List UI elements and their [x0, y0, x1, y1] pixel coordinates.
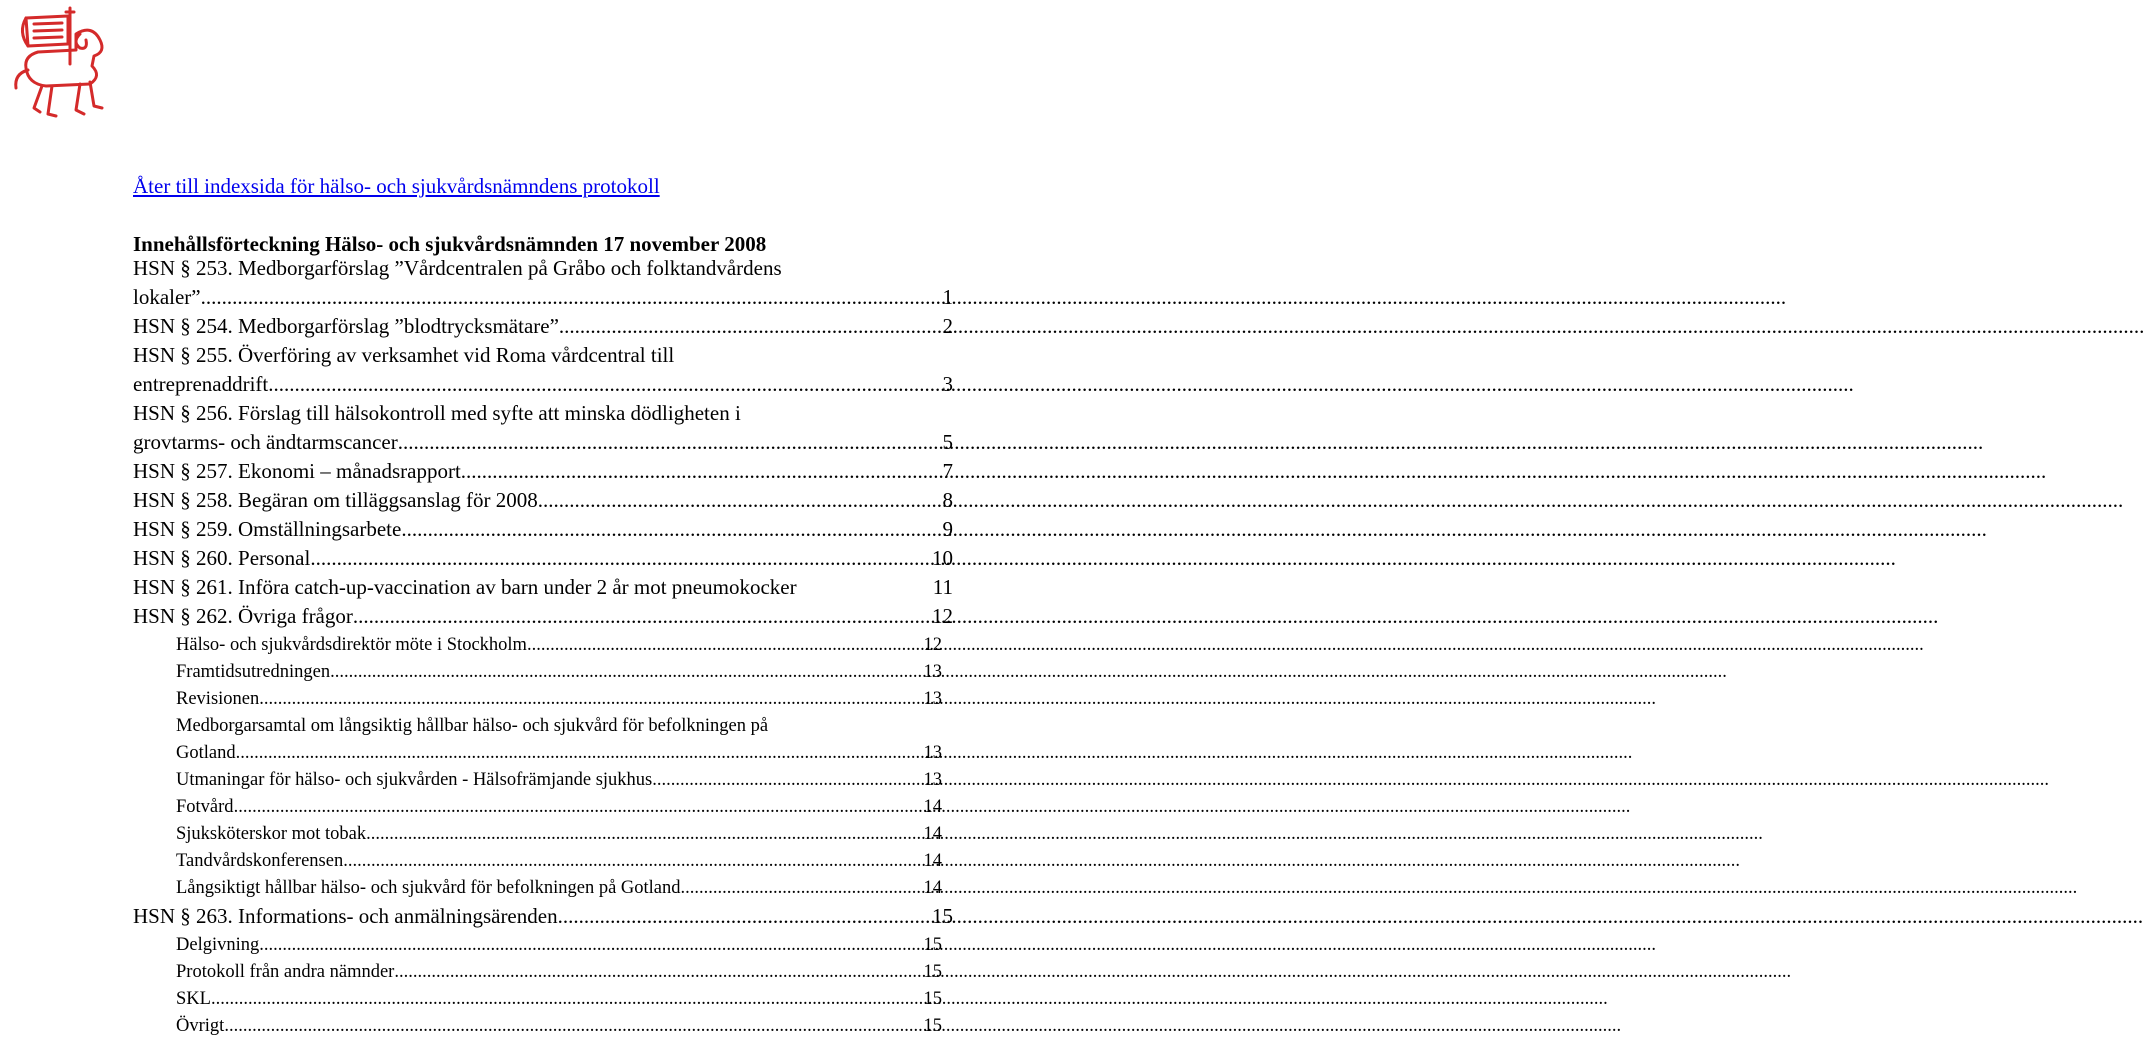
toc-subentry[interactable]: Delgivning ..... 15: [176, 936, 942, 958]
toc-entry[interactable]: HSN § 262. Övriga frågor ..... 12: [133, 606, 953, 630]
toc-entry[interactable]: HSN § 255. Överföring av verksamhet vid Roma vårdcentral till: [133, 343, 675, 367]
toc-entry[interactable]: lokaler” ..... 1: [133, 287, 953, 311]
toc-entry[interactable]: HSN § 260. Personal ..... 10: [133, 548, 953, 572]
toc-subentry[interactable]: Hälso- och sjukvårdsdirektör möte i Stockholm ..... 12: [176, 636, 942, 658]
toc-subentry[interactable]: Övrigt ..... 15: [176, 1017, 942, 1039]
toc-subentry[interactable]: Gotland ..... 13: [176, 744, 942, 766]
toc-subentry[interactable]: Långsiktigt hållbar hälso- och sjukvård för befolkningen på Gotland ..... 14: [176, 879, 942, 901]
toc-subentry[interactable]: Protokoll från andra nämnder ..... 15: [176, 963, 942, 985]
toc-subentry[interactable]: SKL ..... 15: [176, 990, 942, 1012]
toc-entry[interactable]: grovtarms- och ändtarmscancer ..... 5: [133, 432, 953, 456]
table-of-contents: [0, 0, 960, 1050]
toc-subentry[interactable]: Tandvårdskonferensen ..... 14: [176, 852, 942, 874]
toc-entry[interactable]: HSN § 253. Medborgarförslag ”Vårdcentralen på Gråbo och folktandvårdens: [133, 256, 782, 280]
toc-entry[interactable]: entreprenaddrift ..... 3: [133, 374, 953, 398]
toc-subentry[interactable]: Medborgarsamtal om långsiktig hållbar hälso- och sjukvård för befolkningen på: [176, 716, 769, 736]
toc-subentry[interactable]: Sjuksköterskor mot tobak ..... 14: [176, 825, 942, 847]
toc-entry[interactable]: HSN § 263. Informations- och anmälningsärenden ..... 15: [133, 906, 953, 930]
toc-subentry[interactable]: Revisionen ..... 13: [176, 690, 942, 712]
toc-subentry[interactable]: Fotvård ..... 14: [176, 798, 942, 820]
toc-subentry[interactable]: Utmaningar för hälso- och sjukvården - Hälsofrämjande sjukhus ..... 13: [176, 771, 942, 793]
toc-entry[interactable]: HSN § 258. Begäran om tilläggsanslag för 2008 ..... 8: [133, 490, 953, 514]
back-to-index-link[interactable]: Åter till indexsida för hälso- och sjukvårdsnämndens protokoll: [133, 174, 660, 198]
toc-subentry[interactable]: Framtidsutredningen ..... 13: [176, 663, 942, 685]
toc-entry[interactable]: HSN § 257. Ekonomi – månadsrapport ..... 7: [133, 461, 953, 485]
toc-entry[interactable]: HSN § 261. Införa catch-up-vaccination av barn under 2 år mot pneumokocker 11: [133, 575, 953, 599]
toc-entry[interactable]: HSN § 256. Förslag till hälsokontroll med syfte att minska dödligheten i: [133, 401, 741, 425]
toc-entry[interactable]: HSN § 254. Medborgarförslag ”blodtrycksmätare” ..... 2: [133, 316, 953, 340]
toc-heading: Innehållsförteckning Hälso- och sjukvårdsnämnden 17 november 2008: [133, 232, 767, 256]
toc-entry[interactable]: HSN § 259. Omställningsarbete ..... 9: [133, 519, 953, 543]
